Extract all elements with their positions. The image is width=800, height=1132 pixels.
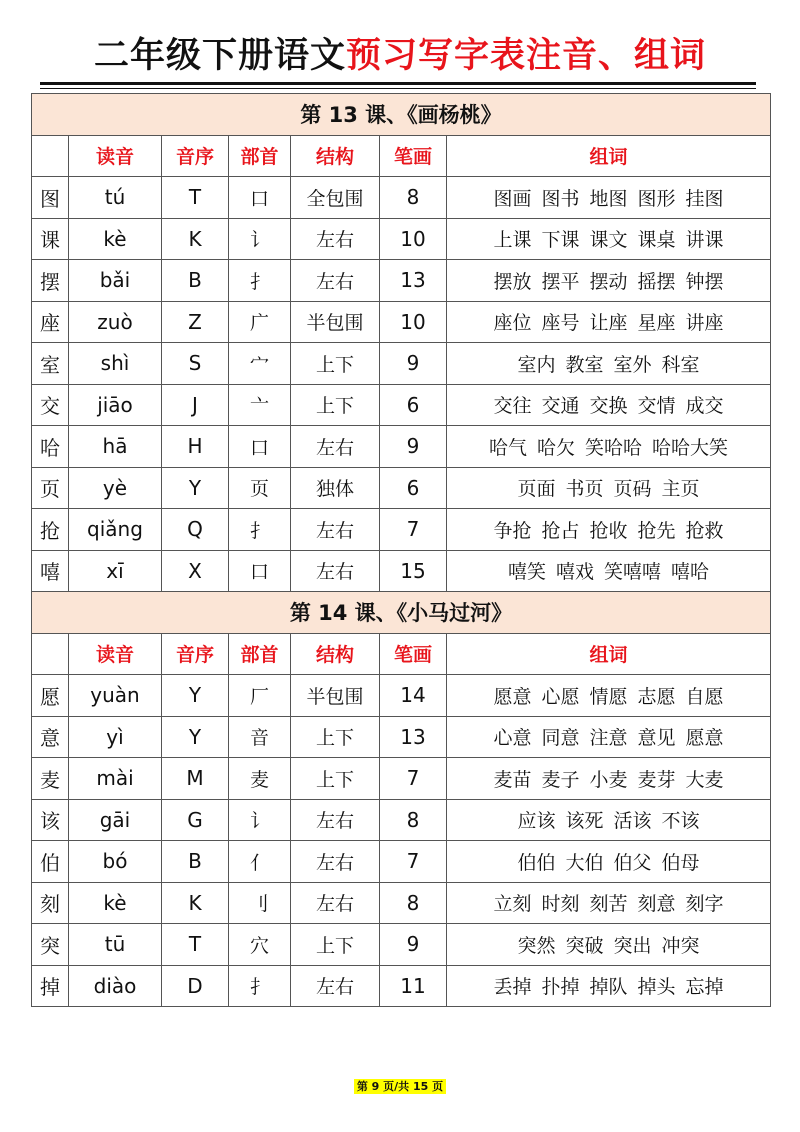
pinyin-cell: gāi	[69, 799, 162, 841]
structure-cell: 左右	[291, 509, 380, 551]
word-group-cell	[447, 177, 771, 219]
header-strokes: 笔画	[380, 633, 447, 675]
word-item: 成交	[685, 395, 724, 418]
character-cell: 愿	[32, 675, 69, 717]
radical-cell: 口	[229, 550, 291, 592]
word-item: 伯伯	[517, 851, 556, 874]
header-pinyin: 读音	[69, 135, 162, 177]
character-cell: 刻	[32, 882, 69, 924]
word-item: 同意	[541, 727, 580, 750]
character-cell: 嘻	[32, 550, 69, 592]
structure-cell: 左右	[291, 965, 380, 1007]
word-item: 页面	[517, 478, 556, 501]
word-item: 麦苗	[493, 768, 532, 791]
word-item: 课桌	[637, 229, 676, 252]
word-item: 座号	[541, 312, 580, 335]
word-item: 地图	[589, 187, 628, 210]
word-item: 嘻笑	[507, 561, 546, 584]
header-strokes: 笔画	[380, 135, 447, 177]
order-letter-cell: Y	[162, 467, 229, 509]
word-group-cell	[447, 384, 771, 426]
word-item: 时刻	[541, 893, 580, 916]
word-item: 自愿	[685, 685, 724, 708]
word-item: 交往	[493, 395, 532, 418]
pinyin-cell: jiāo	[69, 384, 162, 426]
table-row	[32, 924, 771, 966]
pinyin-cell: diào	[69, 965, 162, 1007]
structure-cell: 上下	[291, 716, 380, 758]
word-item: 教室	[565, 353, 604, 376]
word-item: 抢收	[589, 519, 628, 542]
pinyin-cell: tú	[69, 177, 162, 219]
word-item: 笑嘻嘻	[604, 561, 662, 584]
word-item: 丢掉	[493, 976, 532, 999]
word-item: 室外	[613, 353, 652, 376]
character-cell: 意	[32, 716, 69, 758]
table-row	[32, 260, 771, 302]
word-item: 不该	[661, 810, 700, 833]
radical-cell: 麦	[229, 758, 291, 800]
pinyin-cell: kè	[69, 218, 162, 260]
page-number: 第 9 页/共 15 页	[354, 1079, 446, 1094]
word-item: 心愿	[541, 685, 580, 708]
header-structure: 结构	[291, 633, 380, 675]
page-title	[0, 34, 800, 78]
radical-cell: 口	[229, 426, 291, 468]
word-item: 让座	[589, 312, 628, 335]
word-item: 冲突	[661, 934, 700, 957]
order-letter-cell: K	[162, 218, 229, 260]
word-item: 下课	[541, 229, 580, 252]
stroke-count-cell: 13	[380, 260, 447, 302]
word-group-cell	[447, 467, 771, 509]
word-item: 扑掉	[541, 976, 580, 999]
structure-cell: 左右	[291, 218, 380, 260]
word-group-cell	[447, 924, 771, 966]
word-group-cell	[447, 301, 771, 343]
word-item: 钟摆	[685, 270, 724, 293]
character-cell: 麦	[32, 758, 69, 800]
word-group-cell	[447, 965, 771, 1007]
table-row	[32, 218, 771, 260]
character-cell: 页	[32, 467, 69, 509]
lesson-heading-row	[32, 592, 771, 634]
lesson-heading: 第 14 课、《小马过河》	[32, 592, 771, 634]
radical-cell: 讠	[229, 799, 291, 841]
word-group-cell	[447, 841, 771, 883]
order-letter-cell: M	[162, 758, 229, 800]
word-item: 愿意	[685, 727, 724, 750]
word-item: 麦子	[541, 768, 580, 791]
header-structure: 结构	[291, 135, 380, 177]
word-item: 摆动	[589, 270, 628, 293]
character-cell: 抢	[32, 509, 69, 551]
character-cell: 哈	[32, 426, 69, 468]
word-item: 应该	[517, 810, 556, 833]
vocab-table-body	[32, 94, 771, 1007]
title-underline-thick	[40, 82, 756, 85]
order-letter-cell: Z	[162, 301, 229, 343]
header-words: 组词	[447, 135, 771, 177]
table-row	[32, 509, 771, 551]
word-item: 嘻哈	[671, 561, 710, 584]
pinyin-cell: kè	[69, 882, 162, 924]
word-item: 抢救	[685, 519, 724, 542]
stroke-count-cell: 14	[380, 675, 447, 717]
word-group-cell	[447, 426, 771, 468]
pinyin-cell: hā	[69, 426, 162, 468]
word-item: 嘻戏	[555, 561, 594, 584]
stroke-count-cell: 9	[380, 343, 447, 385]
table-row	[32, 716, 771, 758]
pinyin-cell: xī	[69, 550, 162, 592]
title-red-part: 预习写字表注音、组词	[346, 36, 707, 76]
word-item: 伯父	[613, 851, 652, 874]
word-item: 哈气	[488, 436, 527, 459]
word-item: 小麦	[589, 768, 628, 791]
word-item: 注意	[589, 727, 628, 750]
stroke-count-cell: 6	[380, 384, 447, 426]
table-row	[32, 799, 771, 841]
word-item: 突破	[565, 934, 604, 957]
word-group-cell	[447, 882, 771, 924]
header-radical: 部首	[229, 135, 291, 177]
lesson-heading: 第 13 课、《画杨桃》	[32, 94, 771, 136]
character-cell: 该	[32, 799, 69, 841]
header-pinyin: 读音	[69, 633, 162, 675]
pinyin-cell: tū	[69, 924, 162, 966]
word-group-cell	[447, 675, 771, 717]
word-item: 挂图	[685, 187, 724, 210]
word-item: 刻字	[685, 893, 724, 916]
word-item: 摆平	[541, 270, 580, 293]
structure-cell: 全包围	[291, 177, 380, 219]
word-item: 掉头	[637, 976, 676, 999]
structure-cell: 上下	[291, 343, 380, 385]
header-words: 组词	[447, 633, 771, 675]
pinyin-cell: shì	[69, 343, 162, 385]
structure-cell: 上下	[291, 384, 380, 426]
pinyin-cell: mài	[69, 758, 162, 800]
word-group-cell	[447, 758, 771, 800]
structure-cell: 独体	[291, 467, 380, 509]
word-group-cell	[447, 509, 771, 551]
stroke-count-cell: 8	[380, 799, 447, 841]
structure-cell: 半包围	[291, 675, 380, 717]
stroke-count-cell: 7	[380, 841, 447, 883]
table-row	[32, 177, 771, 219]
word-item: 科室	[661, 353, 700, 376]
word-item: 大伯	[565, 851, 604, 874]
character-cell: 室	[32, 343, 69, 385]
header-blank-cell	[32, 135, 69, 177]
word-item: 忘掉	[685, 976, 724, 999]
word-item: 页码	[613, 478, 652, 501]
word-item: 交情	[637, 395, 676, 418]
stroke-count-cell: 9	[380, 426, 447, 468]
character-cell: 伯	[32, 841, 69, 883]
character-cell: 交	[32, 384, 69, 426]
word-item: 图形	[637, 187, 676, 210]
word-item: 抢先	[637, 519, 676, 542]
character-cell: 掉	[32, 965, 69, 1007]
word-item: 掉队	[589, 976, 628, 999]
radical-cell: 亻	[229, 841, 291, 883]
order-letter-cell: G	[162, 799, 229, 841]
stroke-count-cell: 7	[380, 509, 447, 551]
character-cell: 座	[32, 301, 69, 343]
word-group-cell	[447, 218, 771, 260]
word-item: 讲课	[685, 229, 724, 252]
radical-cell: 扌	[229, 965, 291, 1007]
radical-cell: 亠	[229, 384, 291, 426]
word-item: 书页	[565, 478, 604, 501]
word-item: 上课	[493, 229, 532, 252]
stroke-count-cell: 9	[380, 924, 447, 966]
table-row	[32, 675, 771, 717]
table-row	[32, 965, 771, 1007]
table-row	[32, 384, 771, 426]
word-item: 哈哈大笑	[652, 436, 729, 459]
word-item: 突出	[613, 934, 652, 957]
order-letter-cell: T	[162, 924, 229, 966]
pinyin-cell: yì	[69, 716, 162, 758]
structure-cell: 上下	[291, 758, 380, 800]
word-item: 麦芽	[637, 768, 676, 791]
word-item: 伯母	[661, 851, 700, 874]
word-group-cell	[447, 343, 771, 385]
order-letter-cell: J	[162, 384, 229, 426]
stroke-count-cell: 8	[380, 177, 447, 219]
order-letter-cell: S	[162, 343, 229, 385]
stroke-count-cell: 13	[380, 716, 447, 758]
title-underline-thin	[40, 88, 756, 89]
radical-cell: 讠	[229, 218, 291, 260]
word-item: 志愿	[637, 685, 676, 708]
structure-cell: 上下	[291, 924, 380, 966]
radical-cell: 页	[229, 467, 291, 509]
pinyin-cell: yè	[69, 467, 162, 509]
word-item: 心意	[493, 727, 532, 750]
word-item: 哈欠	[536, 436, 575, 459]
stroke-count-cell: 10	[380, 218, 447, 260]
word-item: 图画	[493, 187, 532, 210]
stroke-count-cell: 8	[380, 882, 447, 924]
pinyin-cell: yuàn	[69, 675, 162, 717]
stroke-count-cell: 15	[380, 550, 447, 592]
character-cell: 图	[32, 177, 69, 219]
table-row	[32, 343, 771, 385]
table-row	[32, 841, 771, 883]
structure-cell: 左右	[291, 426, 380, 468]
pinyin-cell: bǎi	[69, 260, 162, 302]
stroke-count-cell: 6	[380, 467, 447, 509]
title-black-part: 二年级下册语文	[93, 36, 346, 76]
header-order: 音序	[162, 135, 229, 177]
order-letter-cell: Y	[162, 675, 229, 717]
header-blank-cell	[32, 633, 69, 675]
table-row	[32, 550, 771, 592]
word-item: 摇摆	[637, 270, 676, 293]
structure-cell: 左右	[291, 799, 380, 841]
word-group-cell	[447, 799, 771, 841]
word-item: 意见	[637, 727, 676, 750]
word-item: 活该	[613, 810, 652, 833]
word-item: 笑哈哈	[585, 436, 643, 459]
structure-cell: 左右	[291, 550, 380, 592]
order-letter-cell: H	[162, 426, 229, 468]
column-header-row	[32, 135, 771, 177]
order-letter-cell: Y	[162, 716, 229, 758]
order-letter-cell: T	[162, 177, 229, 219]
radical-cell: 穴	[229, 924, 291, 966]
pinyin-cell: qiǎng	[69, 509, 162, 551]
column-header-row	[32, 633, 771, 675]
order-letter-cell: K	[162, 882, 229, 924]
table-row	[32, 758, 771, 800]
page-footer	[0, 1075, 800, 1094]
word-item: 该死	[565, 810, 604, 833]
table-row	[32, 426, 771, 468]
lesson-heading-row	[32, 94, 771, 136]
word-item: 情愿	[589, 685, 628, 708]
word-group-cell	[447, 260, 771, 302]
header-radical: 部首	[229, 633, 291, 675]
word-item: 愿意	[493, 685, 532, 708]
stroke-count-cell: 11	[380, 965, 447, 1007]
word-item: 刻苦	[589, 893, 628, 916]
character-cell: 突	[32, 924, 69, 966]
stroke-count-cell: 10	[380, 301, 447, 343]
word-group-cell	[447, 550, 771, 592]
word-item: 课文	[589, 229, 628, 252]
order-letter-cell: B	[162, 841, 229, 883]
order-letter-cell: X	[162, 550, 229, 592]
word-item: 图书	[541, 187, 580, 210]
radical-cell: 刂	[229, 882, 291, 924]
radical-cell: 口	[229, 177, 291, 219]
word-item: 抢占	[541, 519, 580, 542]
order-letter-cell: B	[162, 260, 229, 302]
table-row	[32, 301, 771, 343]
word-item: 室内	[517, 353, 556, 376]
word-item: 讲座	[685, 312, 724, 335]
word-item: 突然	[517, 934, 556, 957]
structure-cell: 左右	[291, 841, 380, 883]
pinyin-cell: bó	[69, 841, 162, 883]
header-order: 音序	[162, 633, 229, 675]
radical-cell: 广	[229, 301, 291, 343]
vocab-table	[31, 93, 771, 1007]
structure-cell: 左右	[291, 882, 380, 924]
word-item: 刻意	[637, 893, 676, 916]
word-item: 主页	[661, 478, 700, 501]
word-group-cell	[447, 716, 771, 758]
radical-cell: 厂	[229, 675, 291, 717]
word-item: 立刻	[493, 893, 532, 916]
character-cell: 课	[32, 218, 69, 260]
word-item: 大麦	[685, 768, 724, 791]
order-letter-cell: D	[162, 965, 229, 1007]
structure-cell: 半包围	[291, 301, 380, 343]
radical-cell: 扌	[229, 509, 291, 551]
order-letter-cell: Q	[162, 509, 229, 551]
radical-cell: 音	[229, 716, 291, 758]
word-item: 座位	[493, 312, 532, 335]
table-row	[32, 467, 771, 509]
radical-cell: 扌	[229, 260, 291, 302]
stroke-count-cell: 7	[380, 758, 447, 800]
table-row	[32, 882, 771, 924]
radical-cell: 宀	[229, 343, 291, 385]
word-item: 星座	[637, 312, 676, 335]
pinyin-cell: zuò	[69, 301, 162, 343]
character-cell: 摆	[32, 260, 69, 302]
word-item: 摆放	[493, 270, 532, 293]
structure-cell: 左右	[291, 260, 380, 302]
word-item: 争抢	[493, 519, 532, 542]
word-item: 交换	[589, 395, 628, 418]
word-item: 交通	[541, 395, 580, 418]
